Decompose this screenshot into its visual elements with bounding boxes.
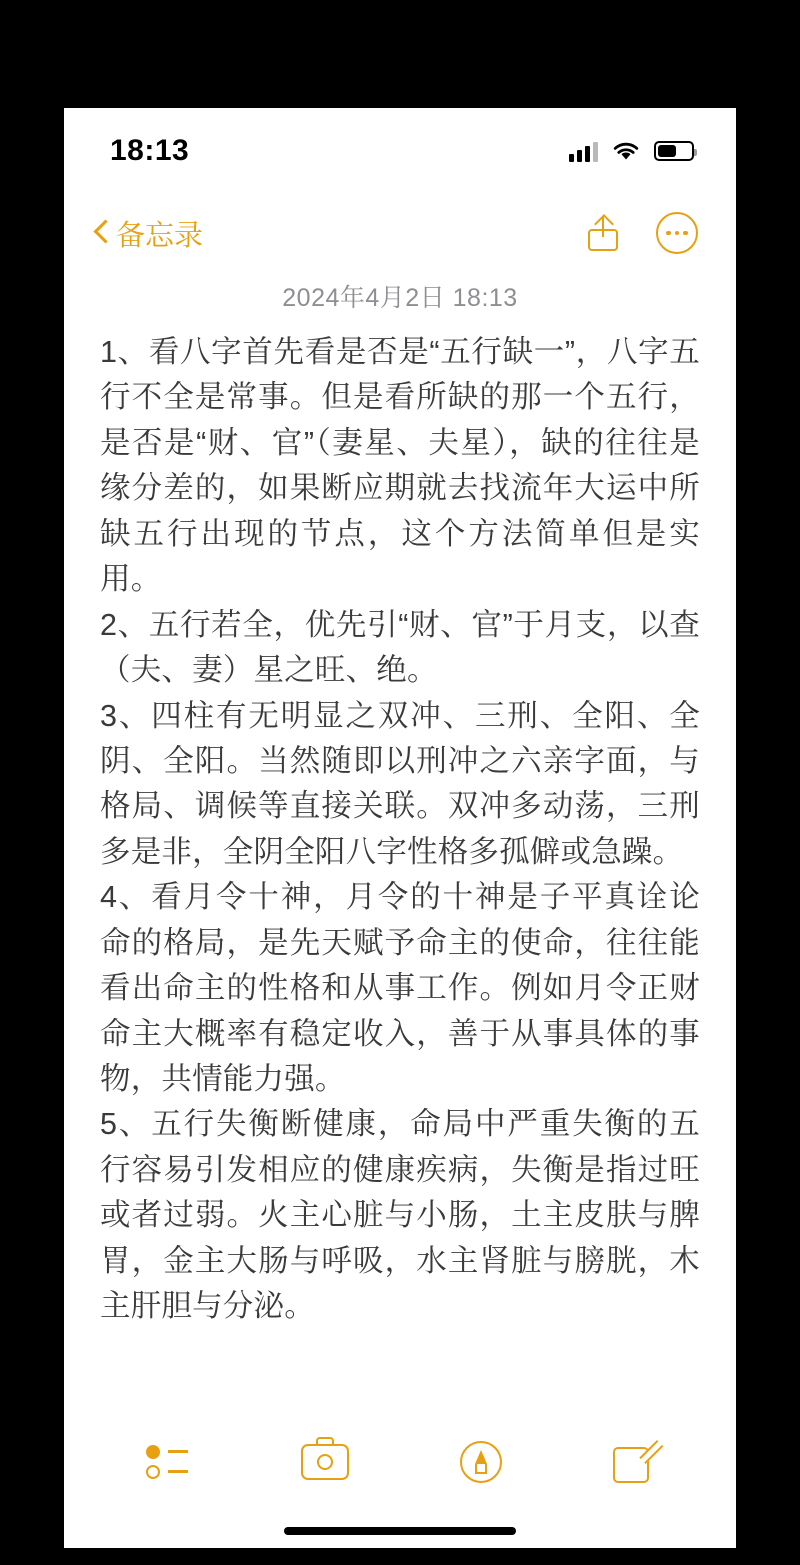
compose-note-icon [613,1441,655,1483]
dot [683,231,688,236]
note-paragraph: 3、四柱有无明显之双冲、三刑、全阳、全阴、全阳。当然随即以刑冲之六亲字面，与格局、调候等直接关联。双冲多动荡，三刑多是非，全阴全阳八字性格多孤僻或急躁。 [100,698,700,869]
checklist-line [168,1450,188,1453]
note-paragraph: 2、五行若全，优先引“财、官”于月支，以查（夫、妻）星之旺、绝。 [100,607,700,688]
cellular-signal-icon [569,140,598,162]
status-bar [64,108,736,194]
battery-icon [654,141,694,161]
navigation-bar [64,194,736,272]
note-paragraph: 1、看八字首先看是否是“五行缺一”，八字五行不全是常事。但是看所缺的那一个五行，是否是“财、官”（妻星、夫星），缺的往往是缘分差的，如果断应期就去找流年大运中所缺五行出现的节点，这个方法简单但是实用。 [100,335,700,597]
note-timestamp: 2024年4月2日 18:13 [282,284,518,312]
more-options-icon[interactable] [656,212,698,254]
bottom-toolbar [64,1410,736,1514]
dot [666,231,671,236]
checklist-icon [146,1445,190,1479]
compose-button[interactable] [613,1441,655,1483]
note-paragraph: 4、看月令十神，月令的十神是子平真诠论命的格局，是先天赋予命主的使命，往往能看出命主的性格和从事工作。例如月令正财命主大概率有稳定收入，善于从事具体的事物，共情能力强。 [100,880,700,1096]
dot [675,231,680,236]
markup-button[interactable] [460,1441,502,1483]
chevron-left-icon [94,220,108,246]
home-indicator-area [64,1514,736,1548]
checklist-bullet-empty [146,1465,160,1479]
back-to-notes-button[interactable] [94,213,203,254]
phone-screen [64,108,736,1548]
note-content[interactable] [64,272,736,1410]
home-indicator[interactable] [284,1527,516,1535]
wifi-icon [612,140,640,162]
battery-fill [658,145,676,157]
status-indicators [569,140,694,162]
checklist-button[interactable] [146,1445,190,1479]
checklist-line [168,1470,188,1473]
share-icon[interactable] [588,215,618,251]
note-paragraph: 5、五行失衡断健康，命局中严重失衡的五行容易引发相应的健康疾病，失衡是指过旺或者过弱。火主心脏与小肠，土主皮肤与脾胃，金主大肠与呼吸，水主肾脏与膀胱，木主肝胆与分泌。 [100,1107,700,1324]
checklist-bullet-filled [146,1445,160,1459]
note-text[interactable] [100,330,700,1330]
markup-pen-icon [460,1441,502,1483]
back-button-label: 备忘录 [116,219,204,252]
camera-button[interactable] [301,1444,349,1480]
nav-actions [588,212,698,254]
camera-icon [301,1444,349,1480]
status-time: 18:13 [110,134,190,167]
